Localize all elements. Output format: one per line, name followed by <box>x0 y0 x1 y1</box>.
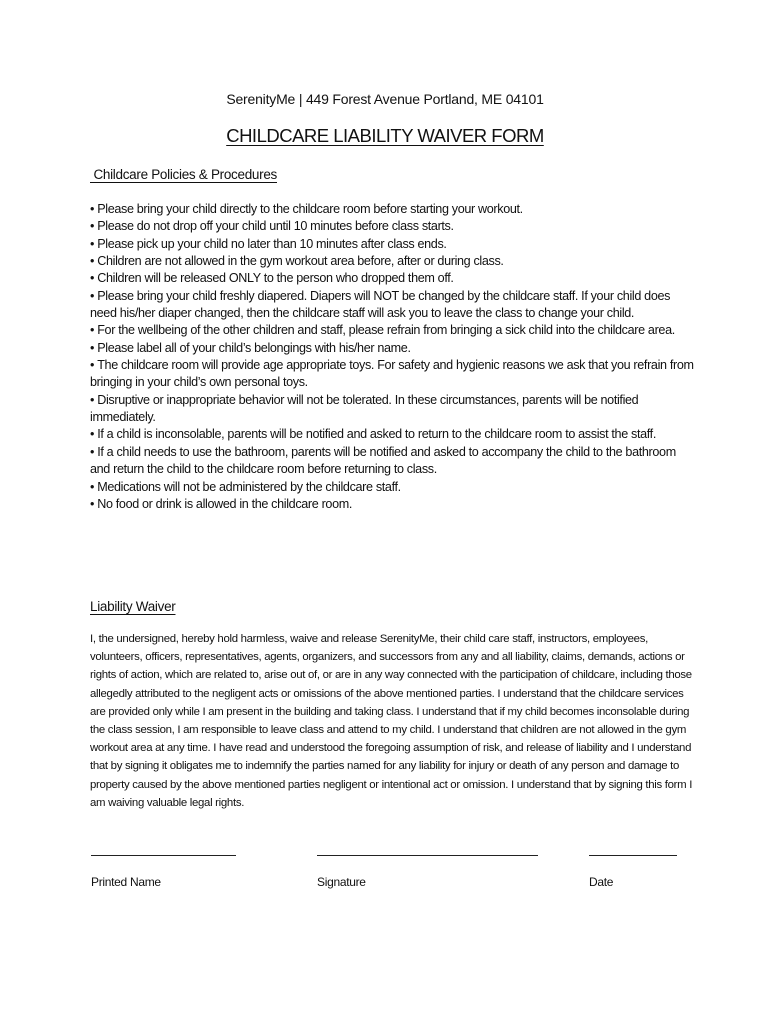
business-address-line: SerenityMe | 449 Forest Avenue Portland, ME 04101 <box>226 91 544 107</box>
policy-item: • If a child is inconsolable, parents will be notified and asked to return to the childcare room to assist the staff. <box>90 426 695 443</box>
policy-item: • Disruptive or inappropriate behavior will not be tolerated. In these circumstances, parents will be notified immediately. <box>90 392 695 427</box>
signature-label: Signature <box>317 875 366 889</box>
policy-item: • Children are not allowed in the gym workout area before, after or during class. <box>90 253 695 270</box>
policy-item: • Please pick up your child no later than 10 minutes after class ends. <box>90 236 695 253</box>
policy-item: • Please do not drop off your child until 10 minutes before class starts. <box>90 218 695 235</box>
policy-item: • Please bring your child directly to the childcare room before starting your workout. <box>90 201 695 218</box>
policy-item: • No food or drink is allowed in the childcare room. <box>90 496 695 513</box>
policy-item: • Please bring your child freshly diapered. Diapers will NOT be changed by the childcare staff. If your child does need his/her diaper changed, then the childcare staff will ask you to leave the class to change your child. <box>90 288 695 323</box>
policies-list <box>90 201 695 513</box>
printed-name-line[interactable] <box>91 855 236 856</box>
policy-item: • The childcare room will provide age appropriate toys. For safety and hygienic reasons we ask that you refrain from bringing in your child’s own personal toys. <box>90 357 695 392</box>
signature-line[interactable] <box>317 855 538 856</box>
form-title: CHILDCARE LIABILITY WAIVER FORM <box>226 125 544 146</box>
policies-heading: Childcare Policies & Procedures <box>90 167 277 182</box>
policy-item: • Medications will not be administered by the childcare staff. <box>90 479 695 496</box>
policy-item: • For the wellbeing of the other children and staff, please refrain from bringing a sick child into the childcare area. <box>90 322 695 339</box>
date-line[interactable] <box>589 855 677 856</box>
policy-item: • Please label all of your child’s belongings with his/her name. <box>90 340 695 357</box>
date-label: Date <box>589 875 614 889</box>
policy-item: • Children will be released ONLY to the person who dropped them off. <box>90 270 695 287</box>
liability-waiver-heading: Liability Waiver <box>90 599 176 614</box>
liability-waiver-text: I, the undersigned, hereby hold harmless, waive and release SerenityMe, their child care staff, instructors, employees, volunteers, officers, representatives, agents, organizers, and successors from any and all liability, claims, demands, actions or rights of action, which are related to, arise out of, or are in any way connected with the participation of childcare, including those allegedly attributed to the negligent acts or omissions of the above mentioned parties. I understand that the childcare services are provided only while I am present in the building and taking class. I understand that if my child becomes inconsolable during the class session, I am responsible to leave class and attend to my child. I understand that children are not allowed in the gym workout area at any time. I have read and understood the foregoing assumption of risk, and release of liability and I understand that by signing it obligates me to indemnify the parties named for any liability for injury or death of any person and damage to property caused by the above mentioned parties negligent or intentional act or omission. I understand that by signing this form I am waiving valuable legal rights. <box>90 633 693 809</box>
policy-item: • If a child needs to use the bathroom, parents will be notified and asked to accompany the child to the bathroom and return the child to the childcare room before returning to class. <box>90 444 695 479</box>
printed-name-label: Printed Name <box>91 875 161 889</box>
